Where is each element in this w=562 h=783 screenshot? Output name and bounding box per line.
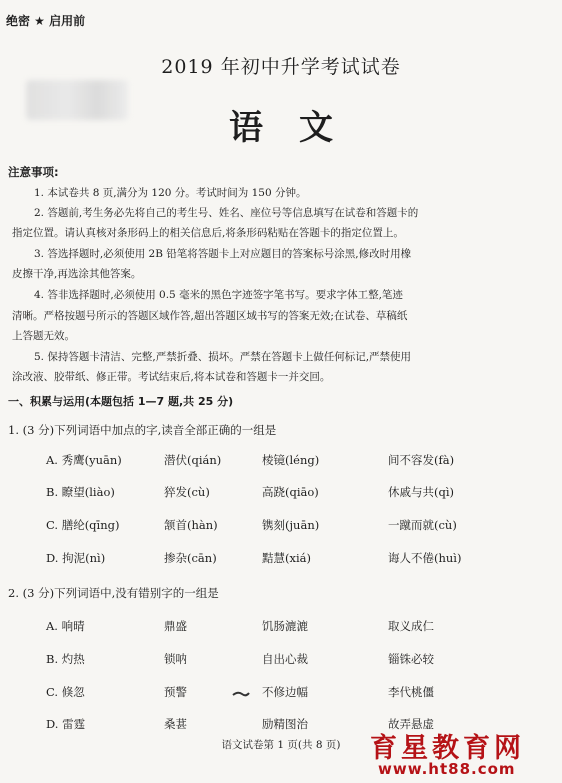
option-cell: 诲人不倦(huì) [388,551,462,565]
option-cell: 潜伏(qián) [164,453,222,467]
option-cell: 颔首(hàn) [164,518,218,532]
notice-line: 皮擦干净,再选涂其他答案。 [12,268,142,280]
option-cell: 鼎盛 [164,619,187,633]
exam-title: 2019 年初中升学考试试卷 [161,56,401,78]
option-cell: 自出心裁 [262,652,308,666]
option-cell: 故弄悬虚 [388,717,434,731]
option-cell: 预警 [164,685,187,699]
watermark-url: www.ht88.com [378,760,516,778]
option-cell: D. 雷霆 [46,717,86,731]
page-footer: 语文试卷第 1 页(共 8 页) [221,739,341,751]
option-cell: 取义成仁 [388,619,434,633]
option-cell: 李代桃僵 [388,685,434,699]
option-cell: 掺杂(cān) [164,551,217,565]
q1-option-row-c [46,517,506,537]
question-2-stem: 2. (3 分)下列词语中,没有错别字的一组是 [8,586,219,600]
option-cell: 高跷(qiāo) [262,485,319,499]
ink-smudge [232,690,250,698]
option-cell: C. 倏忽 [46,685,85,699]
notice-line: 上答题无效。 [12,330,75,342]
notice-line: 指定位置。请认真核对条形码上的相关信息后,将条形码粘贴在答题卡的指定位置上。 [12,227,404,239]
notice-line: 清晰。严格按题号所示的答题区域作答,超出答题区域书写的答案无效;在试卷、草稿纸 [12,310,408,322]
option-cell: 间不容发(fà) [388,453,455,467]
notice-line: 2. 答题前,考生务必先将自己的考生号、姓名、座位号等信息填写在试卷和答题卡的 [34,207,419,219]
notice-line: 3. 答选择题时,必须使用 2B 铅笔将答题卡上对应题目的答案标号涂黑,修改时用橡 [34,248,412,260]
notice-line: 涂改液、胶带纸、修正带。考试结束后,将本试卷和答题卡一并交回。 [12,371,331,383]
q1-option-row-d [46,550,506,570]
question-1-stem: 1. (3 分)下列词语中加点的字,读音全部正确的一组是 [8,423,277,437]
option-cell: 猝发(cù) [164,485,210,499]
option-cell: B. 灼热 [46,652,85,666]
option-cell: 励精图治 [262,717,308,731]
section-heading: 一、积累与运用(本题包括 1—7 题,共 25 分) [8,395,234,408]
option-cell: 桑葚 [164,717,187,731]
q1-option-row-a [46,452,506,472]
q2-option-row-c [46,684,506,704]
option-cell: 休戚与共(qì) [388,485,455,499]
option-cell: A. 响晴 [46,619,85,633]
option-cell: C. 膳纶(qīng) [46,518,120,532]
q2-option-row-b [46,651,506,671]
notice-line: 4. 答非选择题时,必须使用 0.5 毫米的黑色字迹签字笔书写。要求字体工整,笔迹 [34,289,403,301]
option-cell: 不修边幅 [262,685,308,699]
q2-option-row-a [46,618,506,638]
confidential-label: 绝密 ★ 启用前 [6,14,86,28]
q1-option-row-b [46,484,506,504]
option-cell: D. 拘泥(nì) [46,551,106,565]
option-cell: A. 秀鹰(yuān) [46,453,122,467]
option-cell: 锁呐 [164,652,187,666]
option-cell: 镌刻(juān) [262,518,320,532]
watermark-site-name: 育星教育网 [370,733,525,764]
option-cell: 一蹴而就(cù) [388,518,457,532]
option-cell: 饥肠漉漉 [262,619,308,633]
option-cell: 黠慧(xiá) [262,551,311,565]
notice-heading: 注意事项: [8,165,59,179]
option-cell: 棱镜(léng) [262,453,320,467]
notice-line: 1. 本试卷共 8 页,满分为 120 分。考试时间为 150 分钟。 [34,187,307,199]
option-cell: B. 瞭望(liào) [46,485,115,499]
subject-title: 语文 [229,108,369,148]
notice-line: 5. 保持答题卡清洁、完整,严禁折叠、损坏。严禁在答题卡上做任何标记,严禁使用 [34,351,412,363]
option-cell: 锱铢必较 [388,652,434,666]
